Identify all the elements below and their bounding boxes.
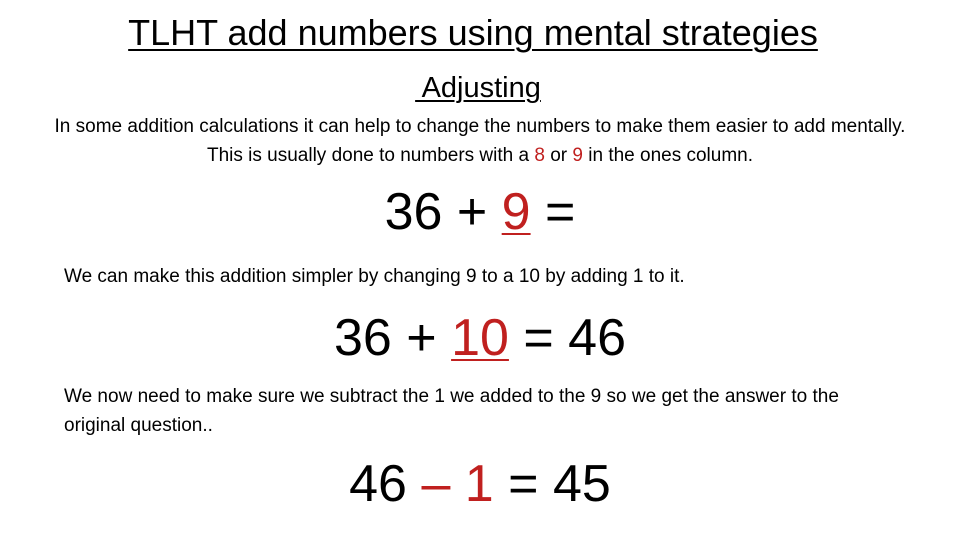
- slide-subtitle: Adjusting: [415, 72, 541, 104]
- equation-final-left: 46: [349, 455, 422, 513]
- equation-adjusted-highlight: 10: [451, 309, 509, 367]
- step-one-text: We can make this addition simpler by changing 9 to a 10 by adding 1 to it.: [64, 266, 685, 287]
- intro-digit-9: 9: [572, 145, 583, 166]
- equation-original: [0, 182, 960, 242]
- intro-text-part-2: or: [544, 145, 573, 166]
- intro-text-part-1: In some addition calculations it can help to change the numbers to make them easier to add mentally. This is usually done to numbers with a: [54, 116, 906, 166]
- equation-final-highlight: – 1: [421, 455, 494, 513]
- slide-title: TLHT add numbers using mental strategies: [128, 12, 818, 53]
- equation-final-right: = 45: [493, 455, 611, 513]
- equation-original-highlight: 9: [501, 183, 531, 241]
- equation-original-right: =: [530, 183, 576, 241]
- intro-digit-8: 8: [534, 145, 545, 166]
- equation-final: [0, 454, 960, 514]
- equation-adjusted: [0, 308, 960, 368]
- equation-adjusted-left: 36 +: [333, 309, 452, 367]
- equation-adjusted-right: = 46: [508, 309, 627, 367]
- intro-paragraph: [40, 112, 920, 170]
- step-two-text: We now need to make sure we subtract the 1 we added to the 9 so we get the answer to the original question..: [64, 386, 839, 436]
- equation-original-left: 36 +: [384, 183, 502, 241]
- intro-text-part-3: in the ones column.: [582, 145, 754, 166]
